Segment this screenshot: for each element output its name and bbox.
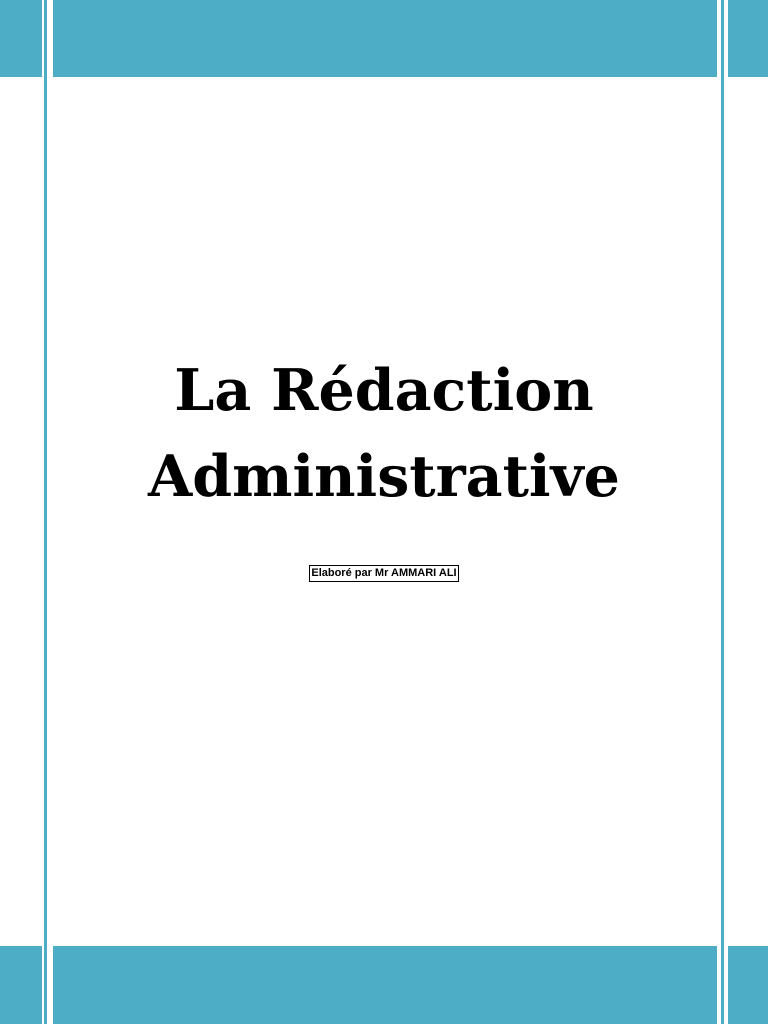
bottom-left-band xyxy=(0,946,42,1024)
top-left-band xyxy=(0,0,42,77)
top-header-band xyxy=(53,0,717,77)
bottom-footer-band xyxy=(53,946,717,1024)
author-credit: Elaboré par Mr AMMARI ALI xyxy=(309,565,458,582)
title-line-2: Administrative xyxy=(148,443,620,510)
author-container xyxy=(0,563,768,582)
top-right-band xyxy=(728,0,768,77)
title-line-1: La Rédaction xyxy=(174,357,594,424)
left-vertical-rule xyxy=(44,0,47,1024)
right-vertical-rule xyxy=(721,0,724,1024)
bottom-right-band xyxy=(728,946,768,1024)
document-title xyxy=(60,348,708,520)
